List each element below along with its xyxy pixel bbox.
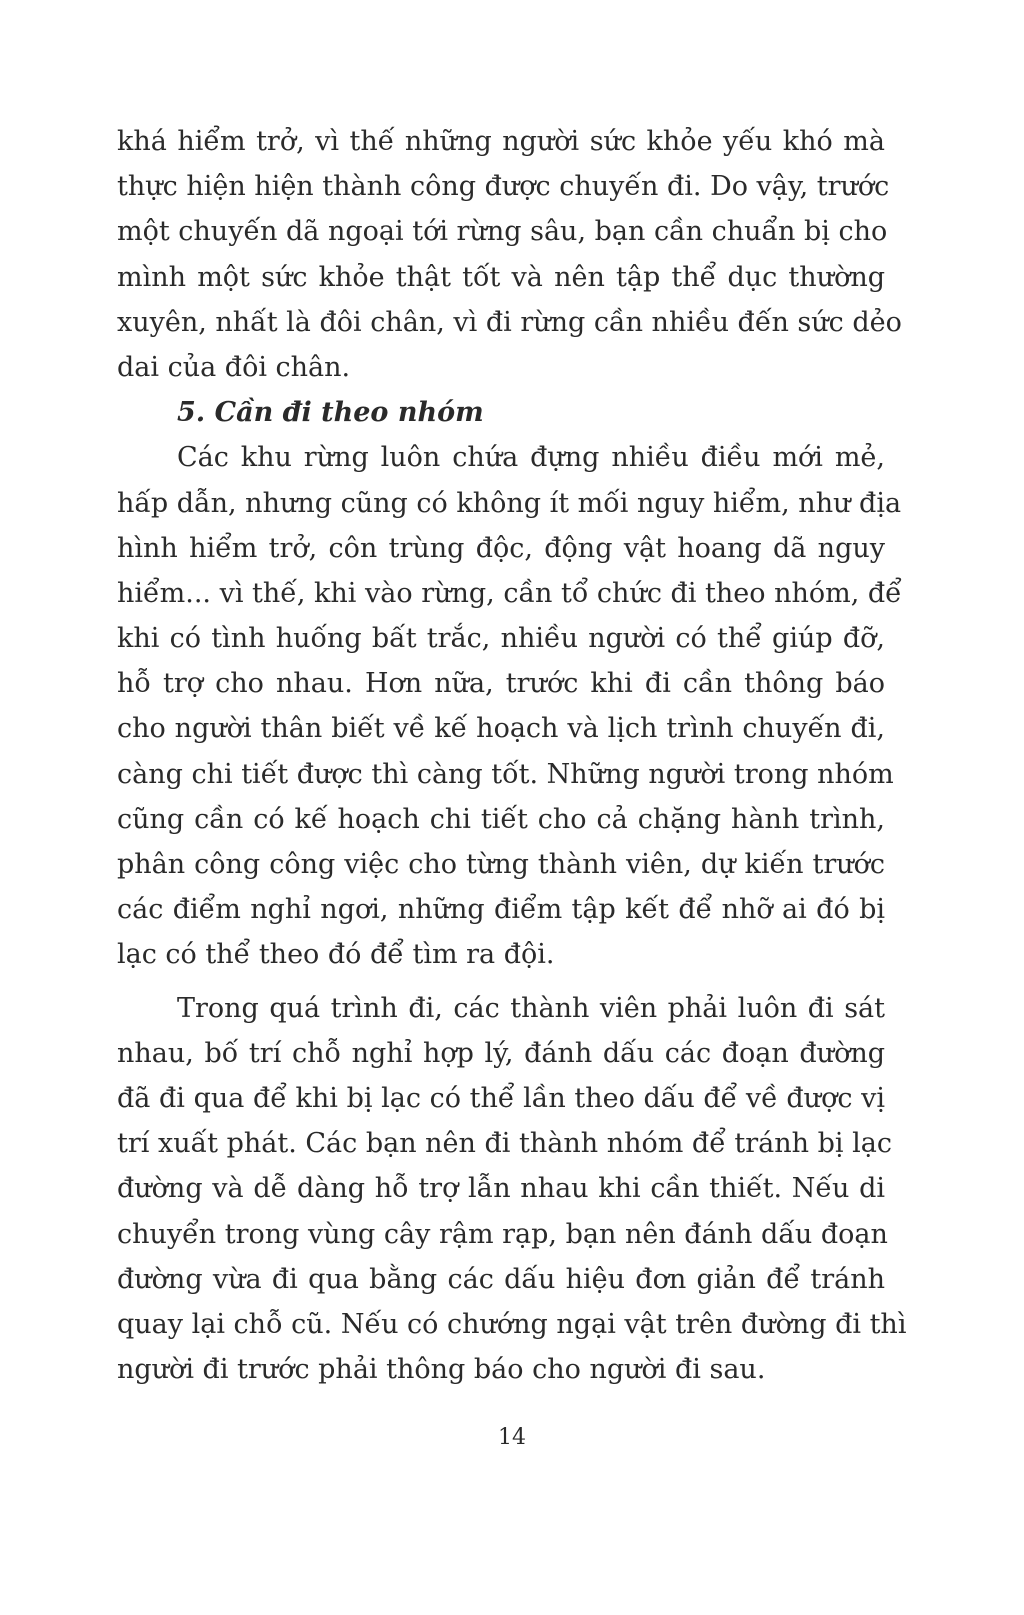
text-line: cho người thân biết về kế hoạch và lịch trình chuyến đi, [117, 713, 885, 745]
text-line: đã đi qua để khi bị lạc có thể lần theo dấu để về được vị [117, 1082, 885, 1114]
text-line: lạc có thể theo đó để tìm ra đội. [117, 939, 555, 971]
paragraph-gap [117, 978, 885, 986]
text-line: dai của đôi chân. [117, 351, 351, 383]
text-line: hình hiểm trở, côn trùng độc, động vật hoang dã nguy [117, 532, 885, 564]
paragraph-2 [117, 435, 902, 977]
text-line: chuyển trong vùng cây rậm rạp, bạn nên đánh dấu đoạn [117, 1218, 888, 1250]
text-line: quay lại chỗ cũ. Nếu có chướng ngại vật trên đường đi thì [117, 1308, 907, 1340]
text-line: các điểm nghỉ ngơi, những điểm tập kết để nhỡ ai đó bị [117, 894, 885, 926]
text-line: hiểm... vì thế, khi vào rừng, cần tổ chức đi theo nhóm, để [117, 577, 902, 609]
text-line: Các khu rừng luôn chứa đựng nhiều điều mới mẻ, [177, 442, 885, 474]
text-line: hỗ trợ cho nhau. Hơn nữa, trước khi đi cần thông báo [117, 668, 885, 700]
text-line: cũng cần có kế hoạch chi tiết cho cả chặng hành trình, [117, 803, 885, 835]
text-line: hấp dẫn, nhưng cũng có không ít mối nguy hiểm, như địa [117, 487, 902, 519]
text-line: Trong quá trình đi, các thành viên phải luôn đi sát [177, 992, 885, 1024]
text-line: khi có tình huống bất trắc, nhiều người có thể giúp đỡ, [117, 623, 885, 655]
body-text [117, 119, 907, 1392]
text-line: khá hiểm trở, vì thế những người sức khỏe yếu khó mà [117, 126, 885, 157]
page-number: 14 [498, 1425, 526, 1450]
text-line: người đi trước phải thông báo cho người đi sau. [117, 1354, 766, 1386]
text-line: thực hiện hiện thành công được chuyến đi. Do vậy, trước [117, 171, 890, 203]
text-line: trí xuất phát. Các bạn nên đi thành nhóm để tránh bị lạc [117, 1128, 892, 1160]
text-line: mình một sức khỏe thật tốt và nên tập thể dục thường [117, 261, 885, 293]
text-line: càng chi tiết được thì càng tốt. Những người trong nhóm [117, 758, 894, 790]
text-line: nhau, bố trí chỗ nghỉ hợp lý, đánh dấu các đoạn đường [117, 1037, 885, 1069]
text-line: một chuyến dã ngoại tới rừng sâu, bạn cần chuẩn bị cho [117, 216, 888, 248]
text-line: đường vừa đi qua bằng các dấu hiệu đơn giản để tránh [117, 1263, 885, 1295]
paragraph-3 [117, 986, 907, 1393]
section-heading: 5. Cần đi theo nhóm [177, 397, 484, 429]
text-line: đường và dễ dàng hỗ trợ lẫn nhau khi cần thiết. Nếu di [117, 1173, 885, 1205]
text-line: xuyên, nhất là đôi chân, vì đi rừng cần nhiều đến sức dẻo [117, 306, 902, 338]
text-line: phân công công việc cho từng thành viên, dự kiến trước [117, 849, 885, 880]
paragraph-1 [117, 119, 902, 390]
